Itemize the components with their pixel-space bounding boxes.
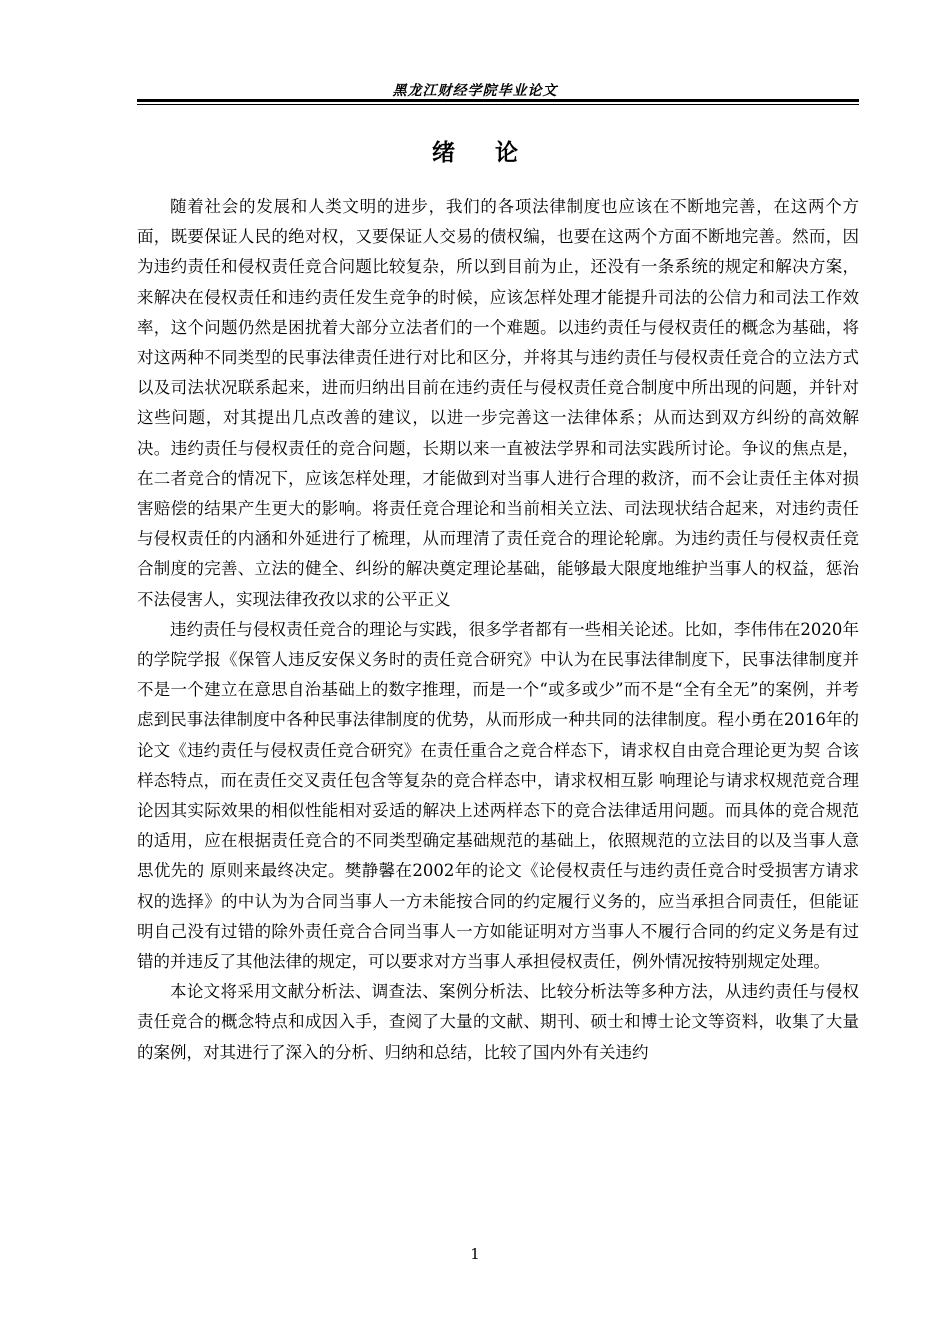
paragraph-3: 本论文将采用文献分析法、调查法、案例分析法、比较分析法等多种方法，从违约责任与侵权责任竞合的概念特点和成因入手，查阅了大量的文献、期刊、硕士和博士论文等资料，收集了大量的案例，对其进行了深入的分析、归纳和总结，比较了国内外有关违约 (137, 982, 859, 1062)
running-header: 黑龙江财经学院毕业论文 (392, 83, 558, 99)
body-text (137, 192, 859, 1068)
paragraph-1: 随着社会的发展和人类文明的进步，我们的各项法律制度也应该在不断地完善，在这两个方面，既要保证人民的绝对权，又要保证人交易的债权编，也要在这两个方面不断地完善。然而，因为违约责任和侵权责任竞合问题比较复杂，所以到目前为止，还没有一条系统的规定和解决方案，来解决在侵权责任和违约责任发生竞争的时候，应该怎样处理才能提升司法的公信力和司法工作效率，这个问题仍然是困扰着大部分立法者们的一个难题。以违约责任与侵权责任的概念为基础，将对这两种不同类型的民事法律责任进行对比和区分，并将其与违约责任与侵权责任竞合的立法方式以及司法状况联系起来，进而归纳出目前在违约责任与侵权责任竞合制度中所出现的问题，并针对这些问题，对其提出几点改善的建议，以进一步完善这一法律体系；从而达到双方纠纷的高效解决。违约责任与侵权责任的竞合问题，长期以来一直被法学界和司法实践所讨论。争议的焦点是，在二者竞合的情况下，应该怎样处理，才能做到对当事人进行合理的救济，而不会让责任主体对损害赔偿的结果产生更大的影响。将责任竞合理论和当前相关立法、司法现状结合起来，对违约责任与侵权责任的内涵和外延进行了梳理，从而理清了责任竞合的理论轮廓。为违约责任与侵权责任竞合制度的完善、立法的健全、纠纷的解决奠定理论基础，能够最大限度地维护当事人的权益，惩治不法侵害人，实现法律孜孜以求的公平正义 (137, 197, 859, 609)
header-rule-thick (137, 99, 859, 102)
page-number: 1 (470, 1245, 480, 1263)
header-rule-thin (137, 104, 859, 105)
section-title: 绪论 (432, 139, 558, 166)
paragraph-2: 违约责任与侵权责任竞合的理论与实践，很多学者都有一些相关论述。比如，李伟伟在2020年的学院学报《保管人违反安保义务时的责任竞合研究》中认为在民事法律制度下，民事法律制度并不是一个建立在意思自治基础上的数字推理，而是一个“或多或少”而不是“全有全无”的案例，并考虑到民事法律制度中各种民事法律制度的优势，从而形成一种共同的法律制度。程小勇在2016年的论文《违约责任与侵权责任竞合研究》在责任重合之竞合样态下，请求权自由竞合理论更为契 合该样态特点，而在责任交叉责任包含等复杂的竞合样态中，请求权相互影 响理论与请求权规范竞合理论因其实际效果的相似性能相对妥适的解决上述两样态下的竞合法律适用问题。而具体的竞合规范的适用，应在根据责任竞合的不同类型确定基础规范的基础上，依照规范的立法目的以及当事人意思优先的 原则来最终决定。樊静馨在2002年的论文《论侵权责任与违约责任竞合时受损害方请求权的选择》的中认为为合同当事人一方未能按合同的约定履行义务的，应当承担合同责任，但能证明自己没有过错的除外责任竞合合同当事人一方如能证明对方当事人不履行合同的约定义务是有过错的并违反了其他法律的规定，可以要求对方当事人承担侵权责任，例外情况按特别规定处理。 (137, 619, 859, 972)
